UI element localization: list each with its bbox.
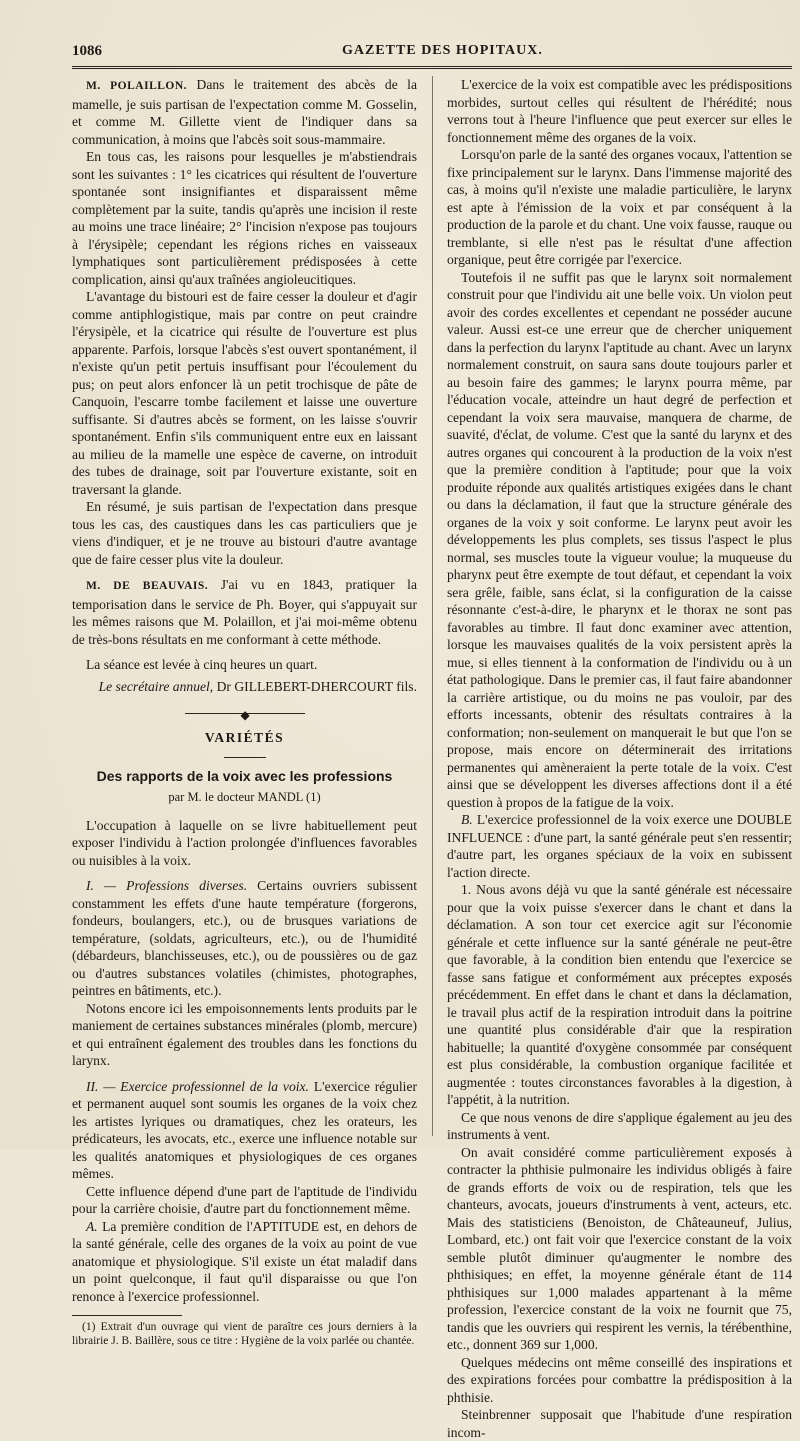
paragraph: 1. Nous avons déjà vu que la santé générale est nécessaire pour que la voix puisse s'exercer dans le chant et dans la déclamation. A son tour cet exercice agit sur l'économie générale et cette influence sur la santé générale ne peut-être que favorable, à la condition bien entendu que l'exercice se fasse sans fatigue et conformément aux préceptes exposés précédemment. En effet dans le chant et dans la déclamation, le travail plus actif de la respiration introduit dans la poitrine une quantité plus considérable d'air que la respiration habituelle; la quantité d'oxygène consommée par conséquent est plus considérable, la combustion organique facilitée et augmentée : toutes circonstances favorables à la digestion, à l'appétit, à la nutrition. [447,882,792,1107]
paragraph: Toutefois il ne suffit pas que le larynx soit normalement construit pour que l'individu ait une belle voix. Un violon peut avoir des cordes excellentes et cependant ne posséder aucune valeur. Aussi est-ce une erreur que de chercher uniquement dans la perfection du larynx l'aptitude au chant. Avec un larynx normalement construit, on saura sans doute toujours parler et au besoin faire des gammes; le larynx pourra même, par l'éducation vocale, atteindre un haut degré de perfection et cependant la voix sera mauvaise, manquera de charme, de suavité, d'éclat, de volume. C'est que la santé du larynx et des autres organes qui concourent à la production de la voix n'est que la première condition à l'aptitude; pour que la voix produite réponde aux qualités artistiques exigées dans le chant ou dans la déclamation, il faut que la structure générale des organes de la voix y soit conforme. Le larynx peut avoir les développements les plus complets, ses tissus l'aspect le plus normal, ses muscles toute la vigueur voulue; la muqueuse du pharynx peut être exempte de tout défaut, et cependant la voix sera grêle, faible, sans éclat, si la configuration de la caisse résonnante c'est-à-dire, le pharynx et le thorax ne sont pas favorables au timbre. Il faut donc examiner avec attention, lorsque les mauvaises qualités de la voix persistent après la mue, si elles tiennent à la conformation de l'individu ou à un état pathologique. Dans le premier cas, il faut faire abandonner la carrière artistique, ou du moins ne pas vouloir, par des efforts incessants, obtenir des résultats contraires à la conformation; non-seulement on manquerait le but que l'on se propose, mais encore on déterminerait des irritations permanentes qui amèneraient la perte totale de la voix. C'est ainsi que se développent les diverses affections dont il a été question à propos de la fatigue de la voix. [447,269,792,810]
running-title: GAZETTE DES HOPITAUX. [342,43,543,58]
page-header [72,43,792,67]
paragraph: Lorsqu'on parle de la santé des organes vocaux, l'attention se fixe principalement sur le larynx. Dans l'immense majorité des cas, à moins qu'il n'existe une maladie particulière, le larynx est apte à l'émission de la voix et par conséquent à la production de la parole et du chant. Une voix fausse, rauque ou tremblante, si elle n'est pas le résultat d'une affection organique, peut être corrigée par l'exercice. [447,147,792,267]
paragraph: L'exercice de la voix est compatible avec les prédispositions morbides, surtout celles qui résultent de l'hérédité; nous verrons tout à l'heure l'influence que peut exercer sur elles le fonctionnement même des organes de la voix. [447,77,792,145]
paragraph: En résumé, je suis partisan de l'expectation dans presque tous les cas, des caustiques dans les cas particuliers que je viens d'indiquer, et je ne trouve au bistouri d'autre avantage que de faire cesser plus vite la douleur. [72,499,417,567]
paragraph [72,1078,417,1183]
header-rule [72,66,792,69]
paragraph-text: L'exercice professionnel de la voix exerce une DOUBLE INFLUENCE : d'une part, la santé générale peut s'en ressentir; d'autre part, les organes spéciaux de la voix en subissent l'action directe. [447,812,792,880]
paragraph [447,811,792,881]
subsection-heading: A. [86,1218,98,1234]
section-title: VARIÉTÉS [204,730,285,745]
paragraph: Quelques médecins ont même conseillé des inspirations et des expirations forcées pour combattre la prédisposition à la phthisie. [447,1354,792,1405]
subsection-heading: II. — Exercice professionnel de la voix. [86,1078,309,1094]
paragraph [72,76,417,148]
paragraph [72,877,417,1000]
ornamental-rule: ◆ [185,709,305,719]
footnote: (1) Extrait d'un ouvrage qui vient de paraître ces jours derniers à la librairie J. B. Baillère, sous ce titre : Hygiène de la voix parlée ou chantée. [72,1321,417,1347]
paragraph-text: Certains ouvriers subissent constamment les effets d'une haute température (forgerons, fondeurs, boulangers, etc.), ou de brusques variations de température, (soldats, agriculteurs, etc.), ou de l'humidité (débardeurs, blanchisseuses, etc.), ou de poussières ou de gaz ou d'autres substances volatiles (chimistes, photographes, peintres en bâtiments, etc.). [72,878,417,998]
paragraph [72,1218,417,1306]
paragraph: En tous cas, les raisons pour lesquelles je m'abstiendrais sont les suivantes : 1° les cicatrices qui résultent de l'ouverture spontanée sont insignifiantes et disparaissent même complètement par la suite, tandis qu'après une incision il reste au moins une trace linéaire; 2° l'incision n'expose pas toujours à l'érysipèle; cependant les régions riches en vaisseaux lymphatiques sont particulièrement prédisposées à cette complication, ainsi qu'aux traînées angioleucitiques. [72,149,417,287]
paragraph [72,576,417,648]
subsection-heading: I. — Professions diverses. [86,878,248,893]
short-rule [224,757,266,758]
paragraph-text: J'ai vu en 1843, pratiquer la temporisation dans le service de Ph. Boyer, qui s'appuyait sur les mêmes raisons que M. Polaillon, et j'ai moi-même obtenu de très-bons résultats en me conformant à cette méthode. [72,577,417,647]
footnote-rule [72,1315,182,1316]
paragraph-text: L'exercice régulier et permanent auquel sont soumis les organes de la voix chez les artistes lyriques ou dramatiques, chez les orateurs, les prédicateurs, les avocats, etc., exerce une influence notable sur les qualités anatomiques et physiologiques de ces organes mêmes. [72,1078,417,1181]
left-column [72,76,417,1347]
paragraph: Cette influence dépend d'une part de l'aptitude de l'individu pour la carrière choisie, d'autre part du fonctionnement même. [72,1183,417,1216]
paragraph-text: Dans le traitement des abcès de la mamelle, je suis partisan de l'expectation comme M. Gosselin, et comme M. Gillette vient de l'indiquer dans sa communication, à moins que l'abcès soit sous-mammaire. [72,77,417,147]
right-column [447,76,792,1440]
speaker-name: M. POLAILLON. [86,80,188,92]
article-title: Des rapports de la voix avec les professions [96,767,393,784]
paragraph: L'avantage du bistouri est de faire cesser la douleur et d'agir comme antiphlogistique, mais par contre on peut craindre l'érysipèle, et la cicatrice qui résulte de l'ouverture est plus apparente. Parfois, lorsque l'abcès s'est ouvert spontanément, il n'existe qu'un petit pertuis insuffisant pour l'écoulement du pus; on peut alors enfoncer là un petit trochisque de pâte de Canquoin, l'escarre tombe facilement et laisse une ouverture suffisante. Si d'autres abcès se forment, on les laisse s'ouvrir spontanément. Enfin s'ils communiquent entre eux en laissant au milieu de la mamelle une espèce de caverne, on introduit des tubes de drainage, soit par l'ouverture existante, soit en traversant la glande. [72,289,417,497]
page-number: 1086 [72,43,102,59]
subsection-heading: B. [461,812,473,827]
paragraph: Steinbrenner supposait que l'habitude d'une respiration incom- [447,1407,792,1440]
session-closing: La séance est levée à cinq heures un quart. [86,657,318,672]
speaker-name: M. DE BEAUVAIS. [86,580,209,592]
paragraph: Ce que nous venons de dire s'applique également au jeu des instruments à vent. [447,1109,792,1142]
article-author: par M. le docteur MANDL (1) [168,790,321,804]
signature: Le secrétaire annuel, Dr GILLEBERT-DHERCOURT fils. [98,678,417,694]
paragraph-text: La première condition de l'APTITUDE est, en dehors de la santé générale, celle des organes de la voix au point de vue anatomique et physiologique. S'il existe un état maladif dans un point quelconque, il faut qu'il disparaisse ou que l'on renonce à l'exercice professionnel. [72,1218,417,1304]
column-divider [432,76,433,1136]
paragraph: Notons encore ici les empoisonnements lents produits par le maniement de certaines substances minérales (plomb, mercure) et qui entraînent également des troubles dans les fonctions du larynx. [72,1000,417,1068]
paragraph: On avait considéré comme particulièrement exposés à contracter la phthisie pulmonaire les individus obligés à faire de grands efforts de voix ou de respiration, tels que les chanteurs, avocats, joueurs d'instruments à vent, acteurs, etc. Mais des statisticiens (Benoiston, de Châteauneuf, Julius, Lombard, etc.) ont fait voir que l'exercice constant de la voix semble plutôt diminuer qu'augmenter le nombre des phthisiques; en effet, la moyenne générale étant de 114 phthisiques sur 1,000 malades appartenant à la même profession, l'exercice constant de la voix ne fournit que 75, tandis que les ouvriers qui respirent les vernis, la térébenthine, etc., donnent 369 sur 1,000. [447,1144,792,1352]
paragraph: L'occupation à laquelle on se livre habituellement peut exposer l'individu à l'action prolongée d'influences favorables ou nuisibles à la voix. [72,817,417,868]
